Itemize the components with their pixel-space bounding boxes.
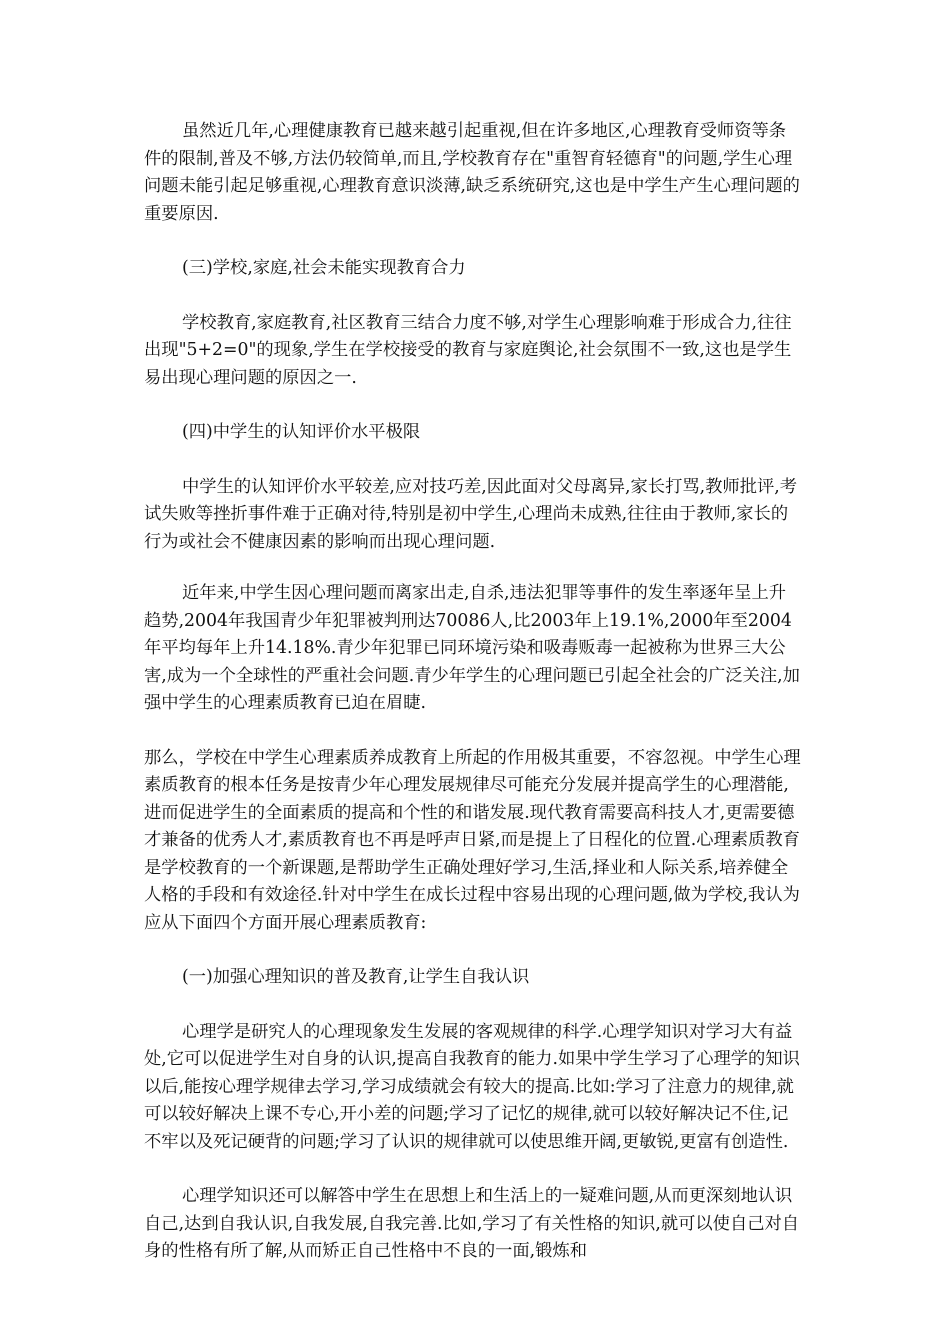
paragraph-cognitive-evaluation: 中学生的认知评价水平较差,应对技巧差,因此面对父母离异,家长打骂,教师批评,考试失败等挫折事件难于正确对待,特别是初中学生,心理尚未成熟,往往由于教师,家长的行为或社会不健康因素的影响而出现心理问题. (144, 476, 798, 552)
paragraph-youth-crime-stats: 近年来,中学生因心理问题而离家出走,自杀,违法犯罪等事件的发生率逐年呈上升趋势,2004年我国青少年犯罪被判刑达70086人,比2003年上19.1%,2000年至2004年平均每年上升14.18%.青少年犯罪已同环境污染和吸毒贩毒一起被称为世界三大公害,成为一个全球性的严重社会问题.青少年学生的心理问题已引起全社会的广泛关注,加强中学生的心理素质教育已迫在眉睫. (144, 583, 800, 713)
paragraph-school-role: 那么，学校在中学生心理素质养成教育上所起的作用极其重要，不容忽视。中学生心理素质教育的根本任务是按青少年心理发展规律尽可能充分发展并提高学生的心理潜能,进而促进学生的全面素质的提高和个性的和谐发展.现代教育需要高科技人才,更需要德才兼备的优秀人才,素质教育也不再是呼声日紧,而是提上了日程化的位置.心理素质教育是学校教育的一个新课题,是帮助学生正确处理好学习,生活,择业和人际关系,培养健全人格的手段和有效途径.针对中学生在成长过程中容易出现的心理问题,做为学校,我认为应从下面四个方面开展心理素质教育: (144, 747, 801, 933)
paragraph-psych-education-status: 虽然近几年,心理健康教育已越来越引起重视,但在许多地区,心理教育受师资等条件的限制,普及不够,方法仍较简单,而且,学校教育存在"重智育轻德育"的问题,学生心理问题未能引起足够重视,心理教育意识淡薄,缺乏系统研究,这也是中学生产生心理问题的重要原因. (144, 121, 800, 224)
heading-section-one: (一)加强心理知识的普及教育,让学生自我认识 (182, 967, 530, 987)
heading-section-four: (四)中学生的认知评价水平极限 (182, 422, 421, 442)
paragraph-education-synergy: 学校教育,家庭教育,社区教育三结合力度不够,对学生心理影响难于形成合力,往往出现"5+2=0"的现象,学生在学校接受的教育与家庭舆论,社会氛围不一致,这也是学生易出现心理问题的原因之一. (144, 312, 792, 388)
paragraph-self-awareness: 心理学知识还可以解答中学生在思想上和生活上的一疑难问题,从而更深刻地认识自己,达到自我认识,自我发展,自我完善.比如,学习了有关性格的知识,就可以使自己对自身的性格有所了解,从而矫正自己性格中不良的一面,锻炼和 (144, 1186, 800, 1261)
heading-section-three: (三)学校,家庭,社会未能实现教育合力 (182, 258, 466, 278)
document-page (144, 118, 802, 1266)
paragraph-psychology-knowledge: 心理学是研究人的心理现象发生发展的客观规律的科学.心理学知识对学习大有益处,它可以促进学生对自身的认识,提高自我教育的能力.如果中学生学习了心理学的知识以后,能按心理学规律去学习,学习成绩就会有较大的提高.比如:学习了注意力的规律,就可以较好解决上课不专心,开小差的问题;学习了记忆的规律,就可以较好解决记不住,记不牢以及死记硬背的问题;学习了认识的规律就可以使思维开阔,更敏锐,更富有创造性. (144, 1021, 800, 1152)
